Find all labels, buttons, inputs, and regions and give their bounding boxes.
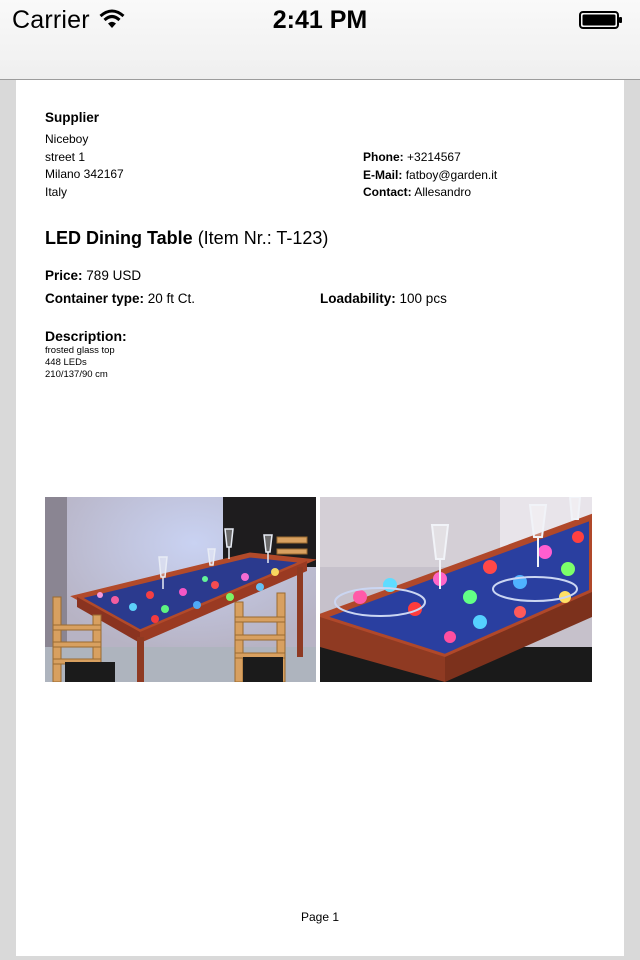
clock: 2:41 PM [272,6,368,34]
pdf-page[interactable] [16,80,624,956]
supplier-name: Niceboy [45,132,89,146]
contact-value: Allesandro [414,185,472,199]
price-row [45,268,141,283]
phone-value: +3214567 [407,150,461,164]
container-value: 20 ft Ct. [147,291,196,306]
supplier-street: street 1 [45,149,86,164]
product-photo-closeup [320,497,592,682]
item-name: LED Dining Table [45,228,193,248]
item-number: (Item Nr.: T-123) [197,228,329,248]
loadability-value: 100 pcs [399,291,447,306]
description-line: frosted glass top [45,345,115,356]
loadability-label: Loadability: [320,291,396,306]
supplier-city: Milano 342167 [45,167,124,181]
price-value: 789 USD [86,268,142,283]
price-label: Price: [45,268,83,283]
description-line: 448 LEDs [45,357,87,368]
supplier-contact-block [363,149,497,202]
description-heading: Description: [45,328,127,344]
page-number: Page 1 [300,910,340,924]
supplier-country: Italy [45,184,68,199]
battery-icon [579,11,623,29]
supplier-heading: Supplier [45,110,100,125]
email-row [363,167,497,185]
item-title [45,228,328,249]
product-photo-overview [45,497,316,682]
container-label: Container type: [45,291,145,306]
container-row [45,291,195,306]
status-bar [0,0,640,80]
description-line: 210/137/90 cm [45,369,108,380]
phone-label: Phone: [363,150,404,164]
contact-row [363,184,497,202]
email-value: fatboy@garden.it [405,167,498,182]
email-label: E-Mail: [363,167,403,182]
description-lines [45,345,115,381]
carrier-label: Carrier [12,6,90,34]
phone-row [363,149,497,167]
loadability-row [320,291,447,306]
contact-label: Contact: [363,185,412,199]
supplier-address [45,131,124,201]
